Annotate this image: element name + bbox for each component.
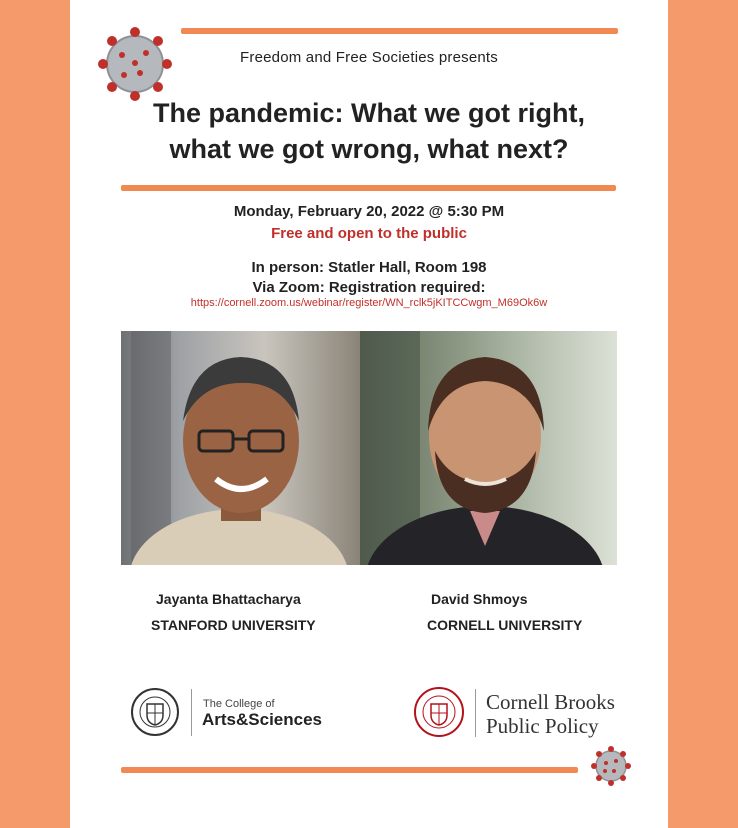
event-title-line-2: what we got wrong, what next? — [169, 134, 569, 164]
cornell-seal-icon — [130, 687, 180, 737]
event-poster — [70, 0, 668, 828]
presenter-line: Freedom and Free Societies presents — [240, 49, 498, 66]
speaker-name-2: David Shmoys — [431, 591, 528, 607]
admission-note: Free and open to the public — [271, 225, 467, 242]
title-accent-bar — [121, 185, 616, 191]
top-accent-bar — [181, 28, 618, 34]
speaker-name-1: Jayanta Bhattacharya — [156, 591, 301, 607]
bottom-accent-bar — [121, 767, 578, 773]
zoom-registration: Via Zoom: Registration required: — [252, 279, 486, 296]
cornell-seal-icon — [413, 686, 465, 738]
speaker-photo-bhattacharya — [121, 331, 360, 565]
speaker-photo-shmoys — [360, 331, 617, 565]
in-person-location: In person: Statler Hall, Room 198 — [251, 259, 487, 276]
speaker-affiliation-2: CORNELL UNIVERSITY — [427, 617, 583, 633]
arts-logo-divider — [191, 689, 192, 736]
arts-logo-small-text: The College of — [203, 698, 275, 710]
event-date: Monday, February 20, 2022 @ 5:30 PM — [233, 203, 505, 220]
arts-logo-big-text: Arts&Sciences — [202, 710, 323, 729]
brooks-logo-divider — [475, 689, 476, 737]
brooks-logo-line-2: Public Policy — [486, 714, 599, 738]
speaker-affiliation-1: STANFORD UNIVERSITY — [151, 617, 316, 633]
registration-link[interactable]: https://cornell.zoom.us/webinar/register/WN_rclk5jKITCCwgm_M69Ok6w — [190, 297, 548, 309]
event-title-line-1: The pandemic: What we got right, — [153, 98, 585, 128]
brooks-logo-line-1: Cornell Brooks — [486, 690, 615, 714]
virus-icon — [590, 745, 632, 787]
